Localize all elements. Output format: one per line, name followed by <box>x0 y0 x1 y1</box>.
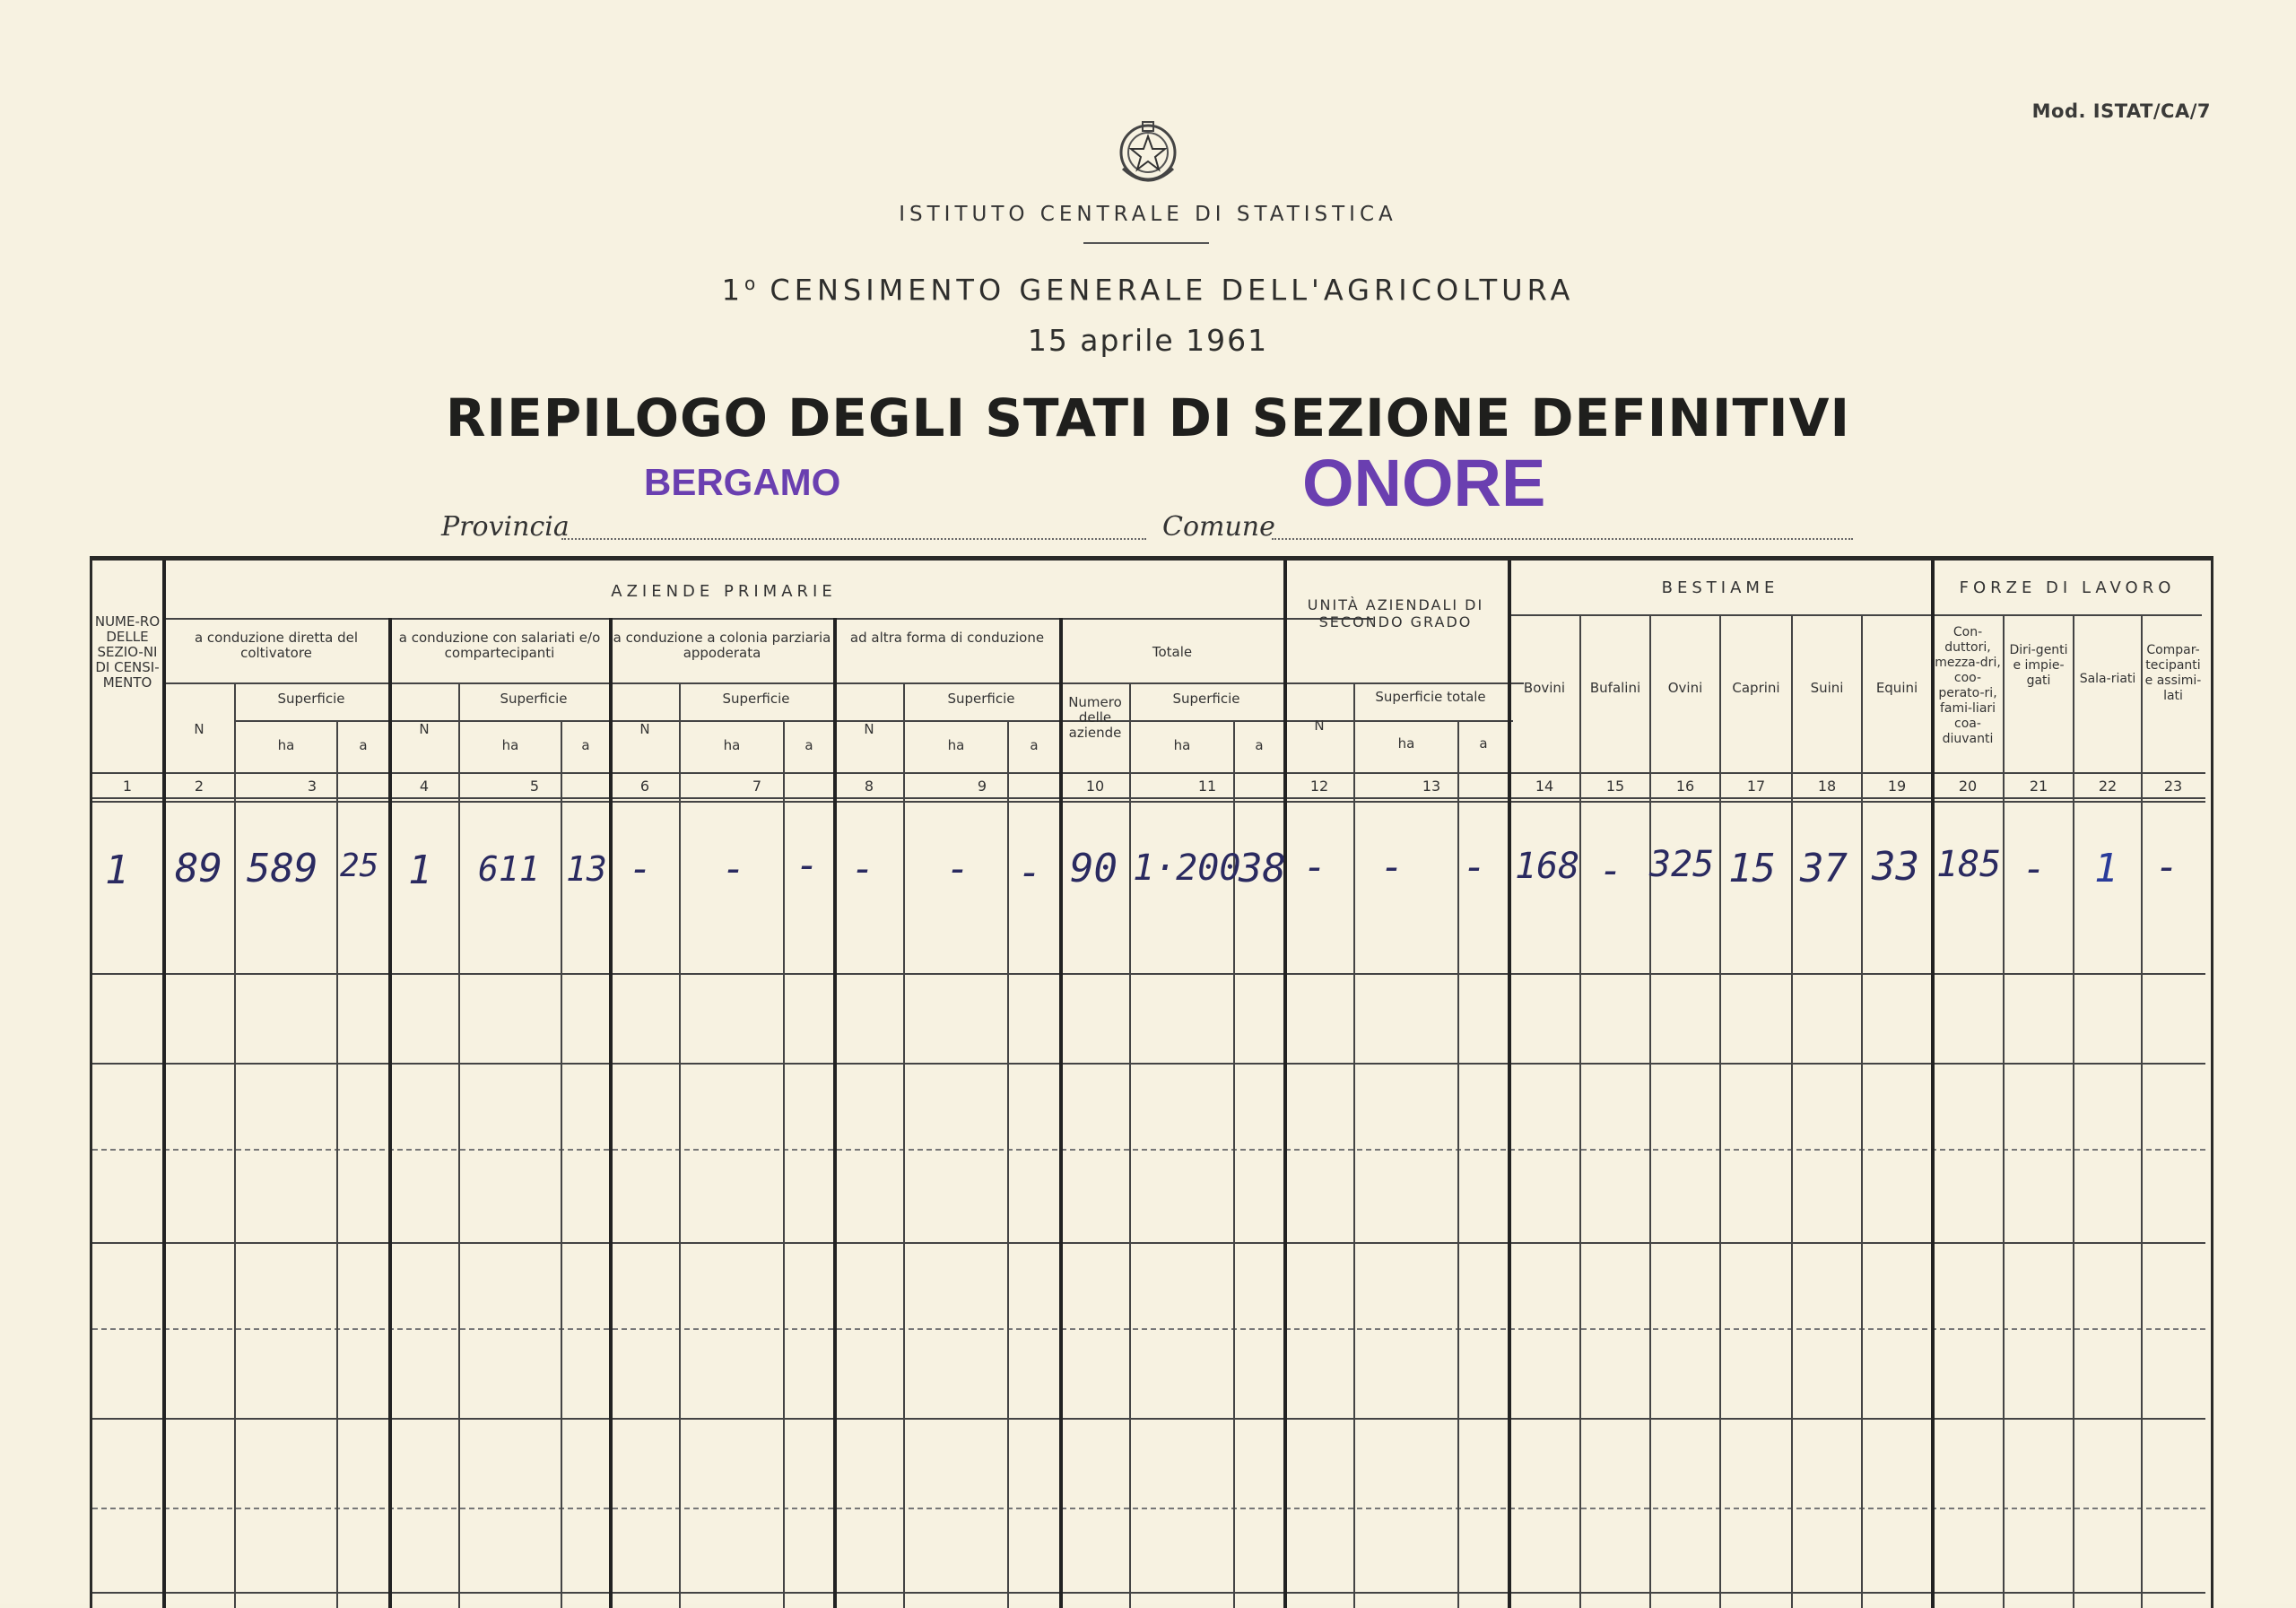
hline-aziende <box>164 618 1373 620</box>
header-ha: ha <box>723 737 741 753</box>
row-line <box>92 1149 2205 1151</box>
header-superficie: Superficie <box>500 691 568 707</box>
col-number: 7 <box>752 778 762 795</box>
header-totale: Totale <box>1152 644 1193 660</box>
header-altra-forma: ad altra forma di conduzione <box>849 630 1045 646</box>
hline-colnums-bottom <box>92 797 2205 799</box>
col-number: 4 <box>419 778 430 795</box>
header-suini: Suini <box>1810 680 1844 696</box>
vline <box>1649 614 1651 1608</box>
header-conduzione-colonia: a conduzione a colonia parziaria appoderata <box>613 630 831 661</box>
header-n: N <box>864 721 874 737</box>
vline <box>1719 614 1721 1608</box>
form-code: Mod. ISTAT/CA/7 <box>2031 100 2211 122</box>
vline <box>1791 614 1793 1608</box>
row1-equini: 33 <box>1872 844 1919 890</box>
comune-line <box>1272 538 1853 540</box>
vline <box>2073 614 2074 1608</box>
row1-salariati: 1 <box>2094 846 2118 891</box>
col-number: 14 <box>1535 778 1554 795</box>
col-number: 15 <box>1605 778 1625 795</box>
vline <box>1007 720 1009 1608</box>
col-number: 13 <box>1422 778 1441 795</box>
header-a: a <box>359 737 368 753</box>
vline <box>1579 614 1581 1608</box>
header-salariati: Sala-riati <box>2079 672 2136 686</box>
row1-dash: - <box>1380 844 1405 890</box>
row1-ovini: 325 <box>1649 844 1715 885</box>
page-title: RIEPILOGO DEGLI STATI DI SEZIONE DEFINITIVI <box>445 387 1851 448</box>
header-compartecipanti: Compar-tecipanti e assimi-lati <box>2144 643 2202 703</box>
header-n: N <box>194 721 204 737</box>
header-equini: Equini <box>1875 680 1918 696</box>
hline-sub <box>164 682 1355 684</box>
census-name: CENSIMENTO GENERALE DELL'AGRICOLTURA <box>770 273 1575 308</box>
header-caprini: Caprini <box>1732 680 1780 696</box>
header-n: N <box>639 721 650 737</box>
vline <box>1861 614 1863 1608</box>
row1-caprini: 15 <box>1728 846 1776 891</box>
vline <box>1353 682 1355 1608</box>
row1-ha-diretta: 589 <box>247 846 318 891</box>
header-a: a <box>1030 737 1039 753</box>
vline <box>561 720 562 1608</box>
row-line <box>92 1418 2205 1420</box>
header-ha: ha <box>947 737 965 753</box>
row1-bovini: 168 <box>1515 846 1580 887</box>
col-number: 12 <box>1309 778 1329 795</box>
header-ha: ha <box>277 737 295 753</box>
row1-a-totale: 38 <box>1239 846 1286 891</box>
row1-dash: - <box>851 846 875 891</box>
col-number: 18 <box>1817 778 1837 795</box>
header-sezione: NUME-RO DELLE SEZIO-NI DI CENSI-MENTO <box>94 613 161 691</box>
row1-bufalini-dash: - <box>1599 847 1623 893</box>
header-a: a <box>581 737 590 753</box>
group-unita-aziendali: UNITÀ AZIENDALI DI SECONDO GRADO <box>1307 596 1484 630</box>
col-number: 23 <box>2163 778 2183 795</box>
summary-table <box>90 556 2213 1608</box>
republic-emblem-icon <box>1110 115 1186 190</box>
header-bovini: Bovini <box>1523 680 1566 696</box>
vline <box>2003 614 2005 1608</box>
hline-colnums-bottom2 <box>92 801 2205 803</box>
row1-a-salariati: 13 <box>566 849 607 889</box>
header-conduttori: Con-duttori, mezza-dri, coo-perato-ri, fami-liari coa-diuvanti <box>1935 625 2001 746</box>
header-a: a <box>1255 737 1264 753</box>
row1-n-diretta: 89 <box>175 846 222 891</box>
row1-a-diretta: 25 <box>340 847 379 884</box>
header-conduzione-salariati: a conduzione con salariati e/o compartecipanti <box>398 630 601 661</box>
hline-forze <box>1933 614 2202 616</box>
col-number: 5 <box>529 778 540 795</box>
vline <box>1129 682 1131 1608</box>
header-superficie: Superficie <box>947 691 1015 707</box>
header-superficie-totale: Superficie totale <box>1375 689 1486 705</box>
col-number: 21 <box>2029 778 2048 795</box>
row1-n-salariati: 1 <box>408 847 432 893</box>
row-line <box>92 973 2205 975</box>
row1-dirigenti-dash: - <box>2022 846 2047 891</box>
header-conduzione-diretta: a conduzione diretta del coltivatore <box>194 630 359 661</box>
vline <box>679 682 681 1608</box>
row-line <box>92 1508 2205 1509</box>
header-dirigenti: Diri-genti e impie-gati <box>2009 643 2068 688</box>
vline-col1 <box>162 561 166 1608</box>
row1-n-totale: 90 <box>1070 846 1118 891</box>
row1-dash: - <box>1463 844 1487 890</box>
census-title <box>0 273 2296 308</box>
header-ovini: Ovini <box>1667 680 1703 696</box>
header-a: a <box>804 737 813 753</box>
col-number: 20 <box>1958 778 1978 795</box>
vline-group <box>609 618 613 1608</box>
header-superficie: Superficie <box>277 691 345 707</box>
col-number: 10 <box>1085 778 1105 795</box>
vline-group <box>1059 618 1063 1608</box>
header-superficie: Superficie <box>722 691 790 707</box>
row1-suini: 37 <box>1800 846 1848 891</box>
hline-colnums-top <box>92 772 2205 774</box>
header-n: N <box>419 721 430 737</box>
vline <box>234 682 236 1608</box>
col-number: 17 <box>1746 778 1766 795</box>
col-number: 16 <box>1675 778 1695 795</box>
header-ha: ha <box>1173 737 1191 753</box>
header-a: a <box>1479 735 1488 752</box>
census-date: 15 aprile 1961 <box>1027 323 1269 358</box>
col-number: 11 <box>1197 778 1217 795</box>
row-line <box>92 1592 2205 1594</box>
header-ha: ha <box>1397 735 1415 752</box>
col-number: 1 <box>122 778 133 795</box>
col-number: 22 <box>2098 778 2118 795</box>
hline-unita <box>1283 682 1524 684</box>
comune-label: Comune <box>1162 511 1275 543</box>
row1-dash: - <box>946 846 970 891</box>
institute-underline <box>1083 242 1209 244</box>
vline <box>458 682 460 1608</box>
vline-bestiame <box>1508 561 1511 1608</box>
col-number: 19 <box>1887 778 1907 795</box>
comune-stamp: ONORE <box>1302 446 1546 520</box>
vline-group <box>388 618 392 1608</box>
provincia-stamp: BERGAMO <box>644 461 841 503</box>
col-number: 9 <box>977 778 987 795</box>
row1-dash: - <box>1018 849 1042 895</box>
row1-dash: - <box>1303 844 1327 890</box>
vline <box>1457 720 1459 1608</box>
header-bufalini: Bufalini <box>1589 680 1641 696</box>
col-number: 8 <box>864 778 874 795</box>
row1-ha-salariati: 611 <box>478 849 540 889</box>
group-forze-lavoro: FORZE DI LAVORO <box>1959 578 2176 597</box>
vline <box>336 720 338 1608</box>
provincia-label: Provincia <box>441 511 570 543</box>
census-ordinal: o <box>744 273 757 294</box>
row1-ha-totale: 1·200 <box>1133 847 1241 889</box>
group-bestiame: BESTIAME <box>1661 578 1779 597</box>
provincia-line <box>561 538 1146 540</box>
vline <box>903 682 905 1608</box>
institute-name: ISTITUTO CENTRALE DI STATISTICA <box>899 203 1397 226</box>
row-line <box>92 1242 2205 1244</box>
vline-group <box>833 618 837 1608</box>
header-ha: ha <box>501 737 519 753</box>
census-prefix: 1 <box>721 273 744 308</box>
vline <box>2141 614 2143 1608</box>
vline <box>783 720 785 1608</box>
group-aziende-primarie: AZIENDE PRIMARIE <box>611 582 837 601</box>
row1-sezione: 1 <box>105 847 129 893</box>
row-line <box>92 1063 2205 1065</box>
header-superficie: Superficie <box>1172 691 1240 707</box>
row1-conduttori: 185 <box>1936 844 2002 885</box>
row1-compartecipanti-dash: - <box>2155 844 2179 890</box>
row-line <box>92 1328 2205 1330</box>
header-numero-aziende: Numero delle aziende <box>1068 694 1122 741</box>
col-number: 6 <box>639 778 650 795</box>
col-number: 3 <box>307 778 317 795</box>
row1-dash: - <box>796 842 820 888</box>
header-n: N <box>1314 717 1325 734</box>
col-number: 2 <box>194 778 204 795</box>
row1-dash: - <box>629 846 653 891</box>
row1-dash: - <box>722 846 746 891</box>
